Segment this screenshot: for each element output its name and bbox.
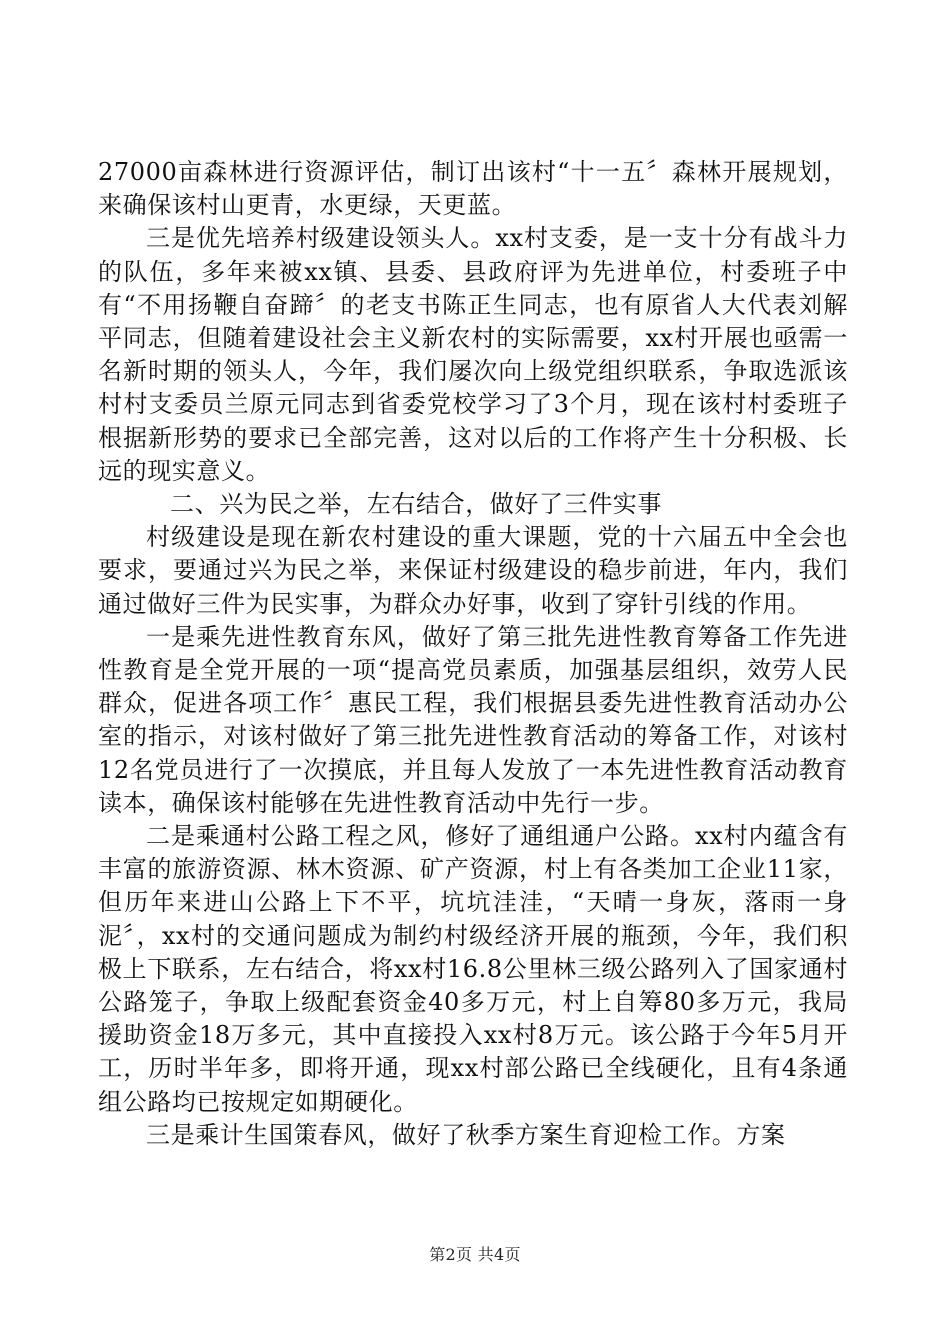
paragraph-continuation: 27000亩森林进行资源评估，制订出该村“十一五〞森林开展规划，来确保该村山更青，水更绿，天更蓝。 xyxy=(98,158,848,220)
paragraph-village-leader: 三是优先培养村级建设领头人。xx村支委，是一支十分有战斗力的队伍，多年来被xx镇、县委、县政府评为先进单位，村委班子中有“不用扬鞭自奋蹄〞的老支书陈正生同志，也有原省人大代表刘解平同志，但随着建设社会主义新农村的实际需要，xx村开展也亟需一名新时期的领头人，今年，我们屡次向上级党组织联系，争取选派该村村支委员兰原元同志到省委党校学习了3个月，现在该村村委班子根据新形势的要求已全部完善，这对以后的工作将产生十分积极、长远的现实意义。 xyxy=(98,224,848,485)
page-number-footer: 第2页 共4页 xyxy=(429,1245,521,1264)
section-heading: 二、兴为民之举，左右结合，做好了三件实事 xyxy=(170,490,662,519)
paragraph-village-construction: 村级建设是现在新农村建设的重大课题，党的十六届五中全会也要求，要通过兴为民之举，来保证村级建设的稳步前进，年内，我们通过做好三件为民实事，为群众办好事，收到了穿针引线的作用。 xyxy=(98,523,848,618)
paragraph-family-planning: 三是乘计生国策春风，做好了秋季方案生育迎检工作。方案 xyxy=(146,1120,786,1149)
paragraph-advanced-education: 一是乘先进性教育东风，做好了第三批先进性教育筹备工作先进性教育是全党开展的一项“提高党员素质，加强基层组织，效劳人民群众，促进各项工作〞惠民工程，我们根据县委先进性教育活动办公室的指示，对该村做好了第三批先进性教育活动的筹备工作，对该村12名党员进行了一次摸底，并且每人发放了一本先进性教育活动教育读本，确保该村能够在先进性教育活动中先行一步。 xyxy=(98,622,848,817)
document-body xyxy=(98,156,848,1152)
paragraph-village-road: 二是乘通村公路工程之风，修好了通组通户公路。xx村内蕴含有丰富的旅游资源、林木资源、矿产资源，村上有各类加工企业11家，但历年来进山公路上下不平，坑坑洼洼，“天晴一身灰，落雨一身泥〞，xx村的交通问题成为制约村级经济开展的瓶颈，今年，我们积极上下联系，左右结合，将xx村16.8公里林三级公路列入了国家通村公路笼子，争取上级配套资金40多万元，村上自筹80多万元，我局援助资金18万多元，其中直接投入xx村8万元。该公路于今年5月开工，历时半年多，即将开通，现xx村部公路已全线硬化，且有4条通组公路均已按规定如期硬化。 xyxy=(98,822,848,1116)
